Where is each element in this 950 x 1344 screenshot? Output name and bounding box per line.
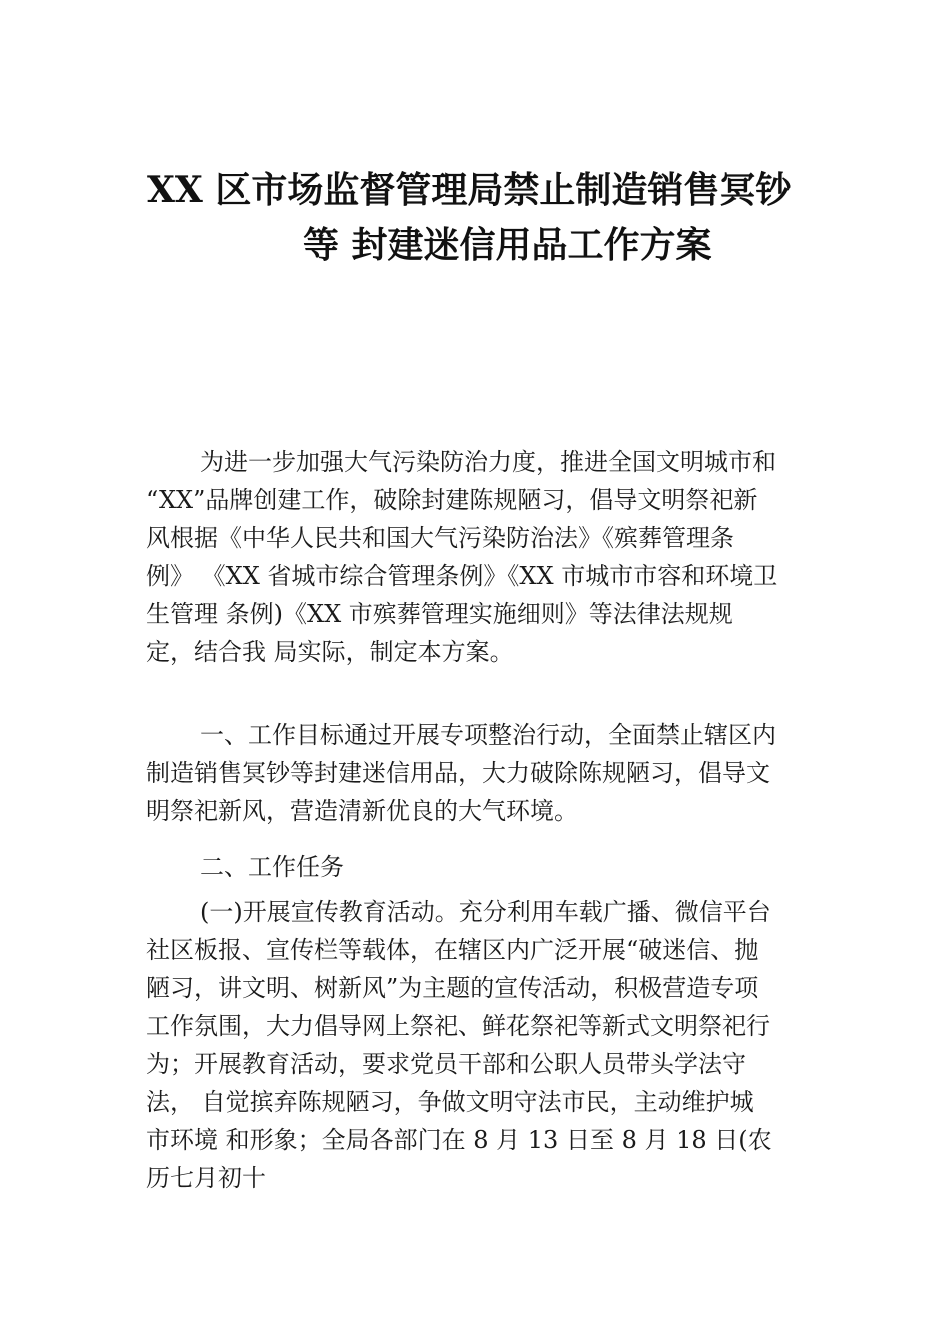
text-line: 陋习，讲文明、树新风”为主题的宣传活动，积极营造专项 — [146, 974, 759, 1002]
section-heading-work-tasks — [146, 848, 821, 886]
document-title-line-2: 等 封建迷信用品工作方案 — [303, 224, 712, 266]
text-line: 风根据《中华人民共和国大气污染防治法》《殡葬管理条 — [146, 524, 734, 552]
text-line: 市环境 和形象；全局各部门在 8 月 13 日至 8 月 18 日(农 — [146, 1126, 772, 1154]
text-line: 工作氛围，大力倡导网上祭祀、鲜花祭祀等新式文明祭祀行 — [146, 1012, 770, 1040]
text-line: 明祭祀新风，营造清新优良的大气环境。 — [146, 797, 578, 825]
text-line: 例》 《XX 省城市综合管理条例》《XX 市城市市容和环境卫 — [146, 562, 778, 590]
text-line: 定，结合我 局实际，制定本方案。 — [146, 638, 514, 666]
text-line: 为；开展教育活动，要求党员干部和公职人员带头学法守 — [146, 1050, 746, 1078]
text-line: 为进一步加强大气污染防治力度，推进全国文明城市和 — [200, 448, 776, 476]
text-line: (一)开展宣传教育活动。充分利用车载广播、微信平台 — [200, 898, 771, 926]
paragraph-publicity-education — [146, 893, 821, 1197]
text-line: 生管理 条例)《XX 市殡葬管理实施细则》等法律法规规 — [146, 600, 733, 628]
section-heading: 二、工作任务 — [200, 853, 344, 881]
text-line: 历七月初十 — [146, 1164, 266, 1192]
text-line: “XX”品牌创建工作，破除封建陈规陋习，倡导文明祭祀新 — [146, 486, 758, 514]
text-line: 法， 自觉摈弃陈规陋习，争做文明守法市民，主动维护城 — [146, 1088, 754, 1116]
text-line: 社区板报、宣传栏等载体，在辖区内广泛开展“破迷信、抛 — [146, 936, 759, 964]
text-line: 一、工作目标通过开展专项整治行动，全面禁止辖区内 — [200, 721, 776, 749]
text-line: 制造销售冥钞等封建迷信用品，大力破除陈规陋习，倡导文 — [146, 759, 770, 787]
paragraph-introduction — [146, 443, 821, 671]
document-title-line-1: XX 区市场监督管理局禁止制造销售冥钞 — [147, 169, 792, 211]
paragraph-work-goals — [146, 716, 821, 830]
